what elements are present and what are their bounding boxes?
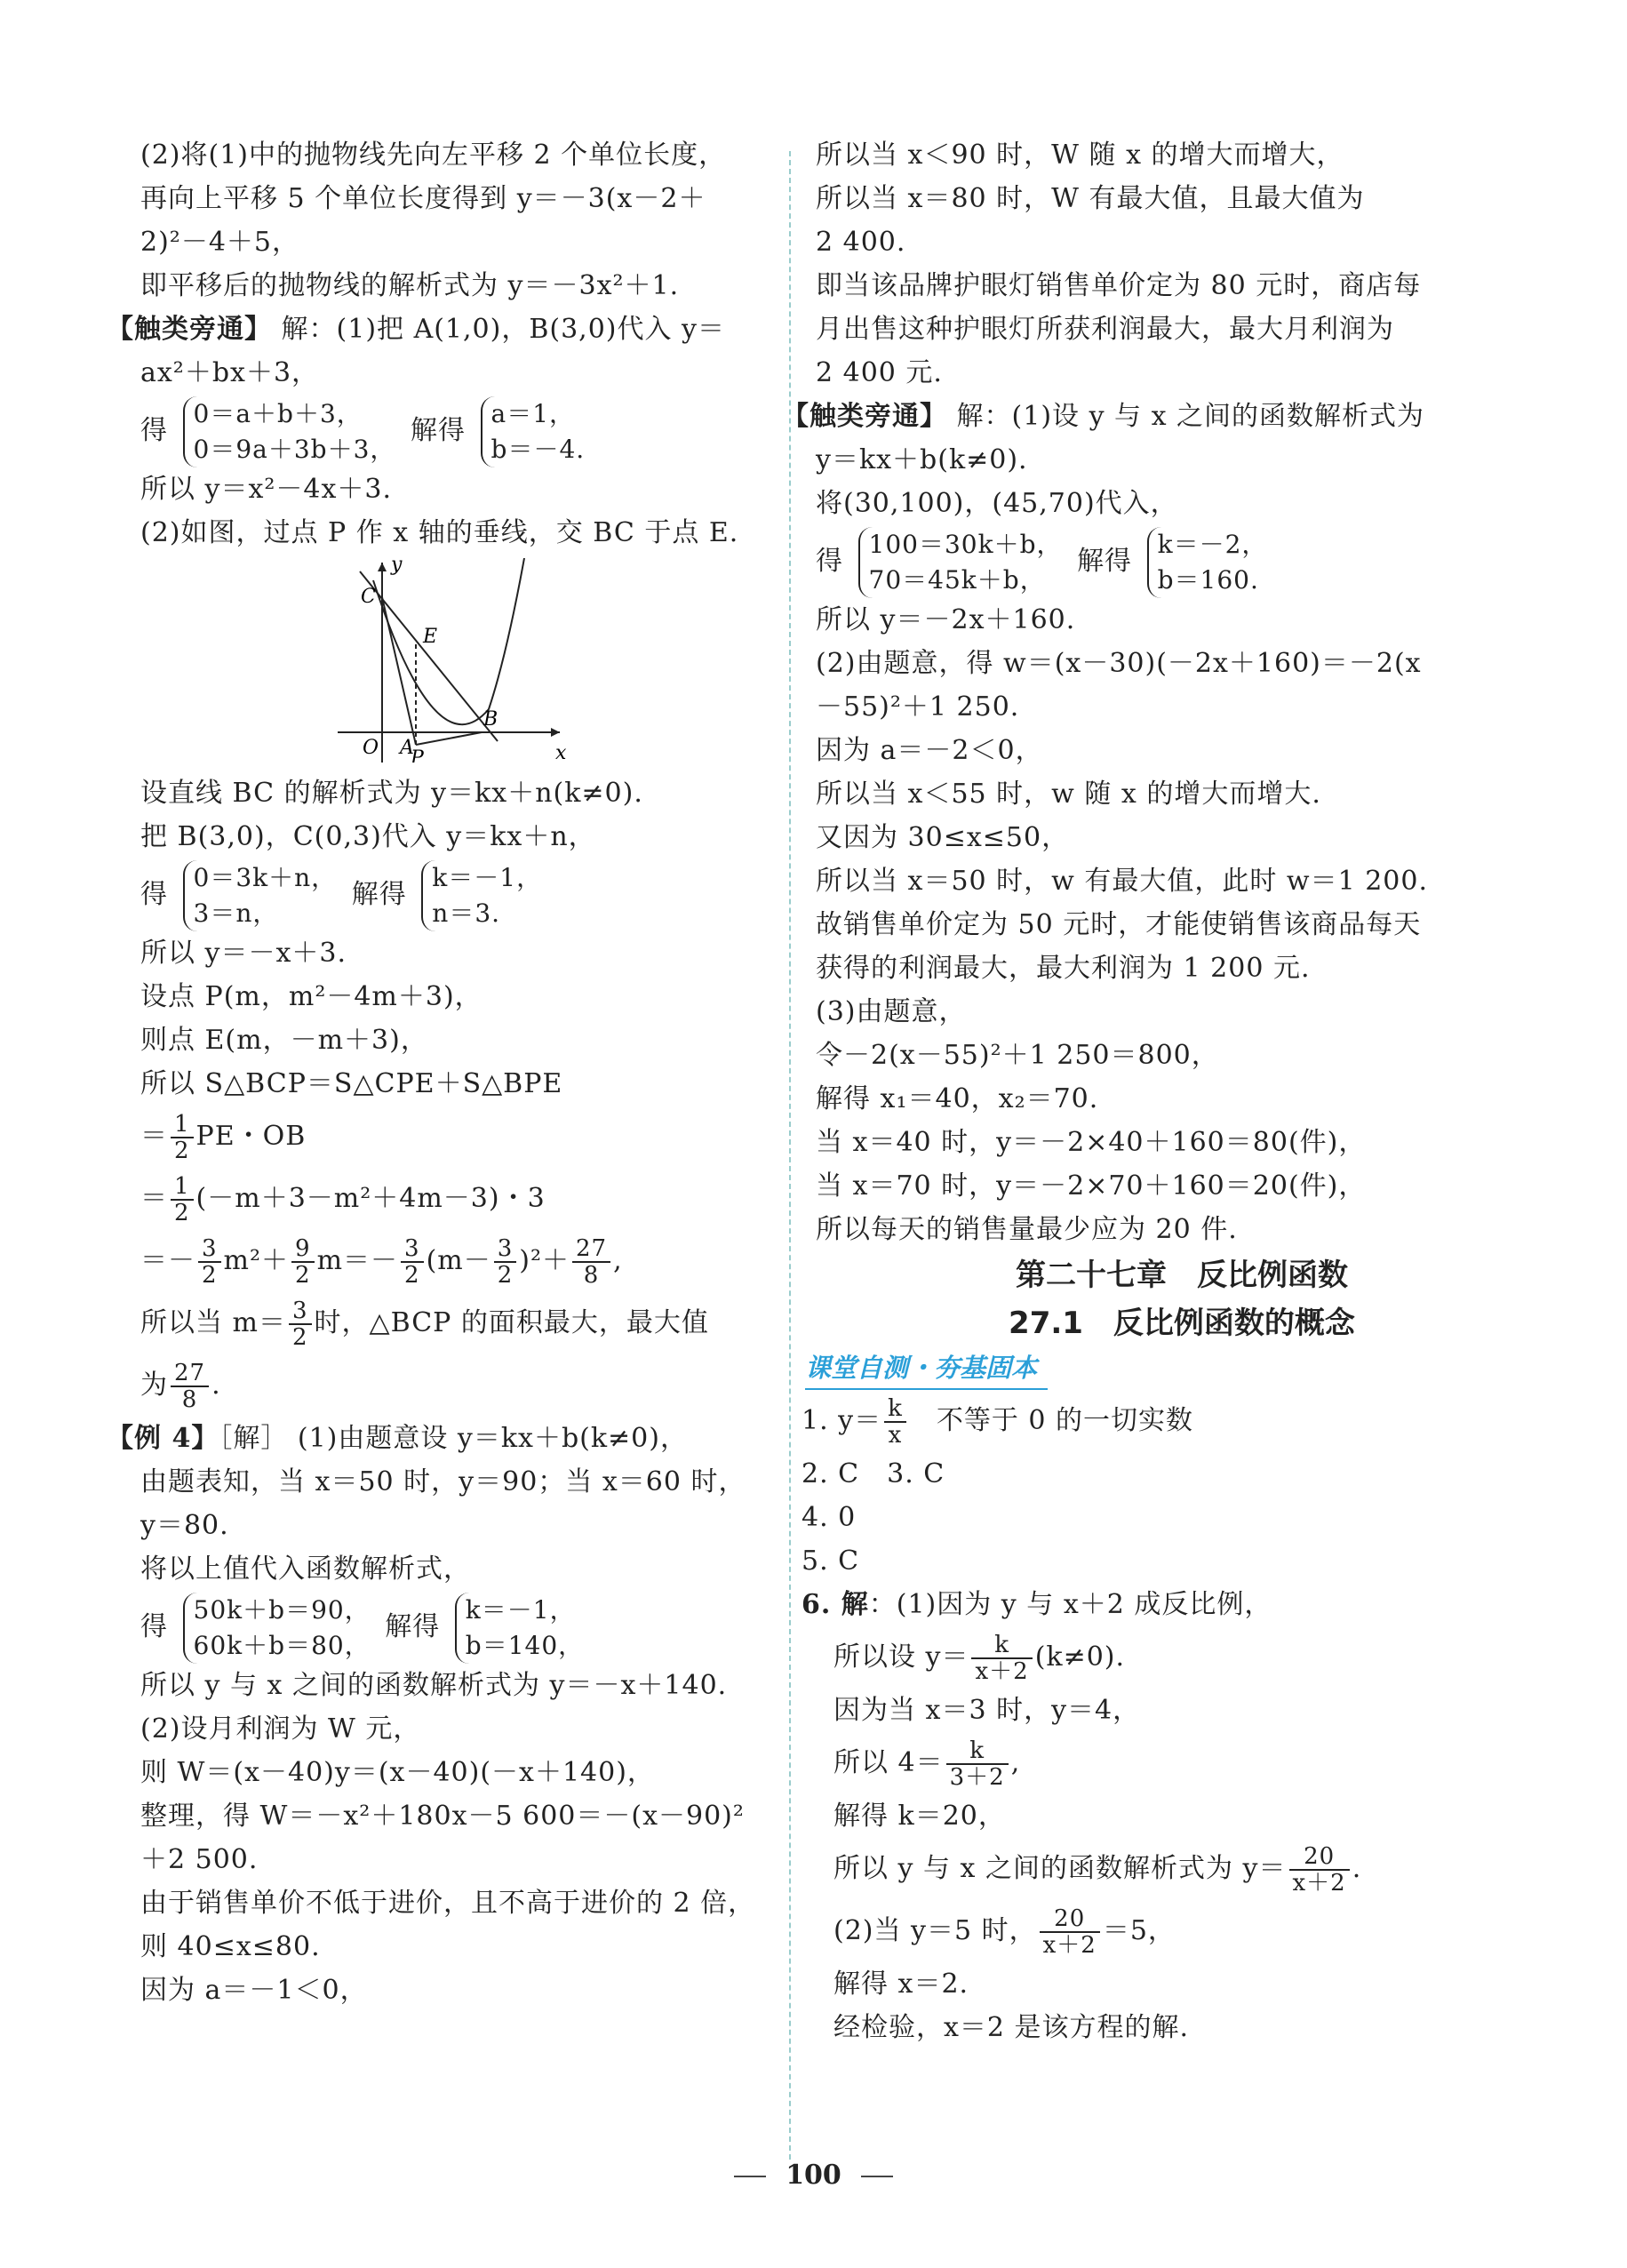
fraction-denominator: 2 — [174, 1200, 190, 1226]
text-line: (3)由题意， — [816, 996, 967, 1027]
point-label-e: E — [423, 626, 438, 648]
equation-system-line — [133, 858, 782, 931]
fraction-numerator: k — [884, 1396, 906, 1423]
text-line: 所以当 x＜55 时，w 随 x 的增大而增大. — [816, 779, 1321, 810]
text-line: y＝kx＋b(k≠0). — [816, 444, 1028, 475]
left-column — [107, 133, 782, 2012]
text-line: 即当该品牌护眼灯销售单价定为 80 元时，商店每 — [816, 270, 1422, 301]
fraction — [198, 1236, 221, 1288]
text-line: 由于销售单价不低于进价，且不高于进价的 2 倍， — [140, 1888, 756, 1919]
text-span: 所以 4＝ — [833, 1747, 944, 1778]
text-line: 经检验，x＝2 是该方程的解. — [833, 2012, 1190, 2043]
formula-line — [133, 1354, 782, 1417]
equation: 60k＋b＝80， — [193, 1631, 371, 1660]
text-span: 解：(1)把 A(1,0)，B(3,0)代入 y＝ — [272, 314, 725, 345]
text-span: ［解］ (1)由题意设 y＝kx＋b(k≠0)， — [219, 1423, 688, 1454]
fraction — [572, 1236, 610, 1288]
fraction-denominator: x — [888, 1422, 903, 1449]
text-line: 把 B(3,0)，C(0,3)代入 y＝kx＋n， — [140, 821, 596, 852]
text-span: (m－ — [426, 1245, 491, 1276]
fraction-denominator: 2 — [497, 1262, 514, 1289]
equation: 0＝9a＋3b＋3， — [193, 435, 396, 464]
text-line: (2)由题意，得 w＝(x－30)(－2x＋160)＝－2(x — [816, 648, 1422, 679]
fraction-numerator: 1 — [171, 1112, 194, 1138]
text-line: 因为 a＝－2＜0， — [816, 735, 1043, 766]
text-line: 则 W＝(x－40)y＝(x－40)(－x＋140)， — [140, 1757, 655, 1788]
equation: 100＝30k＋b， — [868, 530, 1063, 559]
fraction-numerator: k — [946, 1738, 1009, 1765]
text-line: 解得 x₁＝40，x₂＝70. — [816, 1083, 1099, 1114]
text-line: 所以 y＝－2x＋160. — [816, 604, 1076, 635]
fraction-numerator: 9 — [291, 1236, 315, 1263]
fraction-denominator: 2 — [202, 1262, 218, 1289]
formula-line — [133, 1168, 782, 1230]
text-span: ＝5， — [1102, 1915, 1176, 1946]
equation: k＝－1， — [432, 863, 543, 892]
answer-label: 6. 解 — [802, 1589, 869, 1620]
text-line — [107, 307, 782, 351]
equation: k＝－2， — [1157, 530, 1268, 559]
fraction — [971, 1633, 1032, 1684]
text-line: 当 x＝40 时，y＝－2×40＋160＝80(件)， — [816, 1127, 1367, 1158]
text-line: 将以上值代入函数解析式， — [140, 1553, 471, 1585]
section-title: 27.1 反比例函数的概念 — [1009, 1306, 1355, 1341]
text-span: 不等于 0 的一切实数 — [908, 1405, 1194, 1436]
formula-line — [133, 1230, 782, 1292]
text-line: 设直线 BC 的解析式为 y＝kx＋n(k≠0). — [140, 778, 643, 809]
formula-line — [809, 1626, 1484, 1689]
text-line: 则点 E(m，－m＋3)， — [140, 1025, 428, 1056]
text-line: 令－2(x－55)²＋1 250＝800， — [816, 1040, 1219, 1071]
line-bc — [360, 571, 498, 741]
section-label: 【触类旁通】 — [782, 401, 947, 432]
text-line: 再向上平移 5 个单位长度得到 y＝－3(x－2＋ — [140, 183, 706, 214]
column-divider — [789, 151, 791, 2160]
footer-dash — [734, 2176, 766, 2177]
text-span: ：(1)因为 y 与 x＋2 成反比例， — [868, 1589, 1272, 1620]
text-span: ＝ — [140, 1183, 168, 1214]
text-line: 当 x＝70 时，y＝－2×70＋160＝20(件)， — [816, 1170, 1367, 1202]
fraction-denominator: 2 — [174, 1138, 190, 1164]
answer-line — [802, 1390, 1484, 1452]
fraction-numerator: 20 — [1289, 1844, 1350, 1871]
text-span: 解得 — [1077, 546, 1133, 577]
formula-line — [809, 1900, 1484, 1962]
text-line: －55)²＋1 250. — [816, 691, 1020, 723]
text-span: 所以设 y＝ — [833, 1641, 969, 1673]
text-span: , — [1010, 1747, 1021, 1778]
equation-system-line — [133, 1591, 782, 1664]
equation: a＝1， — [490, 399, 576, 428]
text-span: 解得 — [385, 1611, 441, 1642]
answer-line — [802, 1583, 1484, 1626]
text-line: 2)²－4＋5， — [140, 227, 299, 258]
fraction — [1289, 1844, 1350, 1896]
text-span: 时，△BCP 的面积最大，最大值 — [314, 1307, 709, 1338]
equation-system — [858, 527, 1063, 598]
text-span: m＝－ — [316, 1245, 399, 1276]
text-span: 解得 — [351, 879, 407, 910]
text-span: ＝－ — [140, 1245, 195, 1276]
y-axis-arrow — [378, 563, 387, 571]
equation-system-line — [809, 525, 1484, 598]
equation: b＝140， — [465, 1631, 585, 1660]
fraction-denominator: 2 — [404, 1262, 420, 1289]
page-number: 100 — [786, 2160, 841, 2191]
exercise-banner: 课堂自测・夯基固本 — [805, 1347, 1048, 1390]
answer-line: 5. C — [802, 1545, 860, 1577]
point-label-o: O — [363, 737, 379, 759]
equation: 70＝45k＋b， — [868, 565, 1046, 595]
fraction-numerator: 3 — [494, 1236, 517, 1263]
text-span: 得 — [816, 546, 843, 577]
fraction — [289, 1298, 312, 1350]
text-span: (k≠0). — [1034, 1641, 1126, 1673]
fraction-denominator: 8 — [583, 1262, 600, 1289]
text-line: 设点 P(m，m²－4m＋3)， — [140, 981, 483, 1012]
text-line: 所以当 x＝50 时，w 有最大值，此时 w＝1 200. — [816, 866, 1429, 897]
text-line: 因为当 x＝3 时，y＝4， — [833, 1695, 1141, 1726]
text-line — [107, 1417, 782, 1460]
fraction — [171, 1174, 194, 1226]
text-span: 所以 y 与 x 之间的函数解析式为 y＝ — [833, 1853, 1287, 1884]
equation-system — [183, 396, 396, 467]
text-line: ax²＋bx＋3， — [140, 357, 320, 388]
text-span: , — [613, 1245, 623, 1276]
fraction — [1040, 1906, 1100, 1958]
fraction-numerator: 20 — [1040, 1906, 1100, 1933]
axis-label-y: y — [391, 558, 403, 576]
text-span: . — [1352, 1853, 1362, 1884]
equation-system — [1147, 527, 1268, 598]
fraction — [494, 1236, 517, 1288]
fraction-denominator: x＋2 — [975, 1658, 1029, 1685]
fraction-denominator: 3＋2 — [949, 1764, 1005, 1791]
text-line: 所以当 x＝80 时，W 有最大值，且最大值为 — [816, 183, 1365, 214]
answer-line: 4. 0 — [802, 1502, 857, 1533]
parabola-curve — [373, 558, 524, 724]
text-line: 解得 x＝2. — [833, 1969, 969, 2000]
text-line: 所以当 x＜90 时，W 随 x 的增大而增大， — [816, 140, 1344, 171]
text-line: 所以 y＝－x＋3. — [140, 938, 347, 969]
fraction-numerator: 3 — [401, 1236, 424, 1263]
equation-system — [183, 860, 338, 931]
text-span: (2)当 y＝5 时， — [833, 1915, 1037, 1946]
text-span: ＝ — [140, 1121, 168, 1152]
text-span: (－m＋3－m²＋4m－3)・3 — [195, 1183, 546, 1214]
answer-line: 2. C 3. C — [802, 1458, 945, 1489]
x-axis-arrow — [551, 728, 560, 737]
equation-system — [455, 1593, 584, 1664]
text-span: m²＋ — [223, 1245, 290, 1276]
fraction-denominator: x＋2 — [1292, 1870, 1346, 1897]
formula-line — [809, 1838, 1484, 1900]
fraction-numerator: k — [971, 1633, 1032, 1659]
point-label-a: A — [400, 737, 414, 759]
fraction — [171, 1112, 194, 1163]
text-line: 整理，得 W＝－x²＋180x－5 600＝－(x－90)² — [140, 1801, 745, 1832]
text-line: (2)如图，过点 P 作 x 轴的垂线，交 BC 于点 E. — [140, 517, 739, 548]
fraction — [171, 1361, 209, 1412]
text-line: 因为 a＝－1＜0， — [140, 1975, 368, 2006]
text-line: 2 400 元. — [816, 357, 943, 388]
chapter-title: 第二十七章 反比例函数 — [1016, 1258, 1348, 1293]
point-label-b: B — [483, 708, 498, 731]
text-line: 所以 y＝x²－4x＋3. — [140, 474, 393, 505]
text-span: 所以当 m＝ — [140, 1307, 286, 1338]
fraction-denominator: 2 — [295, 1262, 311, 1289]
equation: b＝160. — [1157, 565, 1259, 595]
text-line: 由题表知，当 x＝50 时，y＝90；当 x＝60 时， — [140, 1466, 746, 1497]
fraction — [291, 1236, 315, 1288]
equation: k＝－1， — [465, 1595, 576, 1625]
section-label: 【例 4】 — [107, 1423, 219, 1454]
text-line: 则 40≤x≤80. — [140, 1931, 321, 1962]
text-line: 所以每天的销售量最少应为 20 件. — [816, 1214, 1238, 1245]
text-span: 解得 — [410, 415, 466, 446]
equation: 3＝n， — [193, 898, 279, 928]
fraction-numerator: 27 — [171, 1361, 209, 1387]
equation: b＝－4. — [490, 435, 586, 464]
formula-line — [133, 1292, 782, 1354]
fraction-numerator: 3 — [198, 1236, 221, 1263]
text-span: 解：(1)设 y 与 x 之间的函数解析式为 — [947, 401, 1425, 432]
text-line: 获得的利润最大，最大利润为 1 200 元. — [816, 953, 1311, 984]
right-column — [782, 133, 1484, 2049]
formula-line — [809, 1732, 1484, 1794]
fraction — [401, 1236, 424, 1288]
section-label: 【触类旁通】 — [107, 314, 272, 345]
text-span: 得 — [140, 879, 168, 910]
text-line: (2)将(1)中的抛物线先向左平移 2 个单位长度， — [140, 140, 727, 171]
text-span: 得 — [140, 1611, 168, 1642]
text-line: 解得 k＝20， — [833, 1801, 1006, 1832]
fraction-denominator: 2 — [291, 1324, 308, 1351]
fraction — [946, 1738, 1009, 1790]
text-line: ＋2 500. — [140, 1844, 259, 1875]
text-span: 为 — [140, 1370, 168, 1401]
text-line: 2 400. — [816, 227, 906, 258]
text-span: 1. y＝ — [802, 1405, 882, 1436]
fraction-denominator: x＋2 — [1042, 1932, 1097, 1959]
axis-label-x: x — [555, 742, 567, 763]
equation-system — [481, 396, 586, 467]
text-line — [782, 395, 1484, 438]
text-line: 又因为 30≤x≤50， — [816, 822, 1070, 853]
footer-dash — [861, 2176, 893, 2177]
equation: n＝3. — [432, 898, 501, 928]
parabola-graph — [338, 558, 569, 763]
segment-pb — [416, 732, 482, 745]
text-line: 所以 y 与 x 之间的函数解析式为 y＝－x＋140. — [140, 1670, 728, 1701]
equation: 50k＋b＝90， — [193, 1595, 371, 1625]
page-footer — [0, 2160, 1627, 2191]
text-line: y＝80. — [140, 1510, 229, 1541]
text-span: . — [211, 1370, 221, 1401]
point-label-c: C — [361, 586, 376, 608]
text-line: 故销售单价定为 50 元时，才能使销售该商品每天 — [816, 909, 1422, 940]
point-label-p: P — [411, 747, 424, 763]
fraction — [884, 1396, 906, 1448]
text-span: )²＋ — [519, 1245, 570, 1276]
fraction-numerator: 27 — [572, 1236, 610, 1263]
text-line: 月出售这种护眼灯所获利润最大，最大月利润为 — [816, 314, 1394, 345]
equation: 0＝3k＋n， — [193, 863, 338, 892]
equation-system — [183, 1593, 371, 1664]
banner-wrap — [805, 1347, 1484, 1390]
fraction-numerator: 3 — [289, 1298, 312, 1325]
fraction-denominator: 8 — [181, 1386, 198, 1413]
text-line: 所以 S△BCP＝S△CPE＋S△BPE — [140, 1068, 563, 1099]
text-line: 即平移后的抛物线的解析式为 y＝－3x²＋1. — [140, 270, 680, 301]
equation-system-line — [133, 395, 782, 467]
formula-line — [133, 1106, 782, 1168]
equation: 0＝a＋b＋3， — [193, 399, 363, 428]
fraction-numerator: 1 — [171, 1174, 194, 1201]
text-line: (2)设月利润为 W 元， — [140, 1713, 421, 1745]
equation-system — [421, 860, 542, 931]
text-span: PE・OB — [195, 1121, 307, 1152]
text-line: 将(30,100)，(45,70)代入， — [816, 488, 1178, 519]
text-span: 得 — [140, 415, 168, 446]
